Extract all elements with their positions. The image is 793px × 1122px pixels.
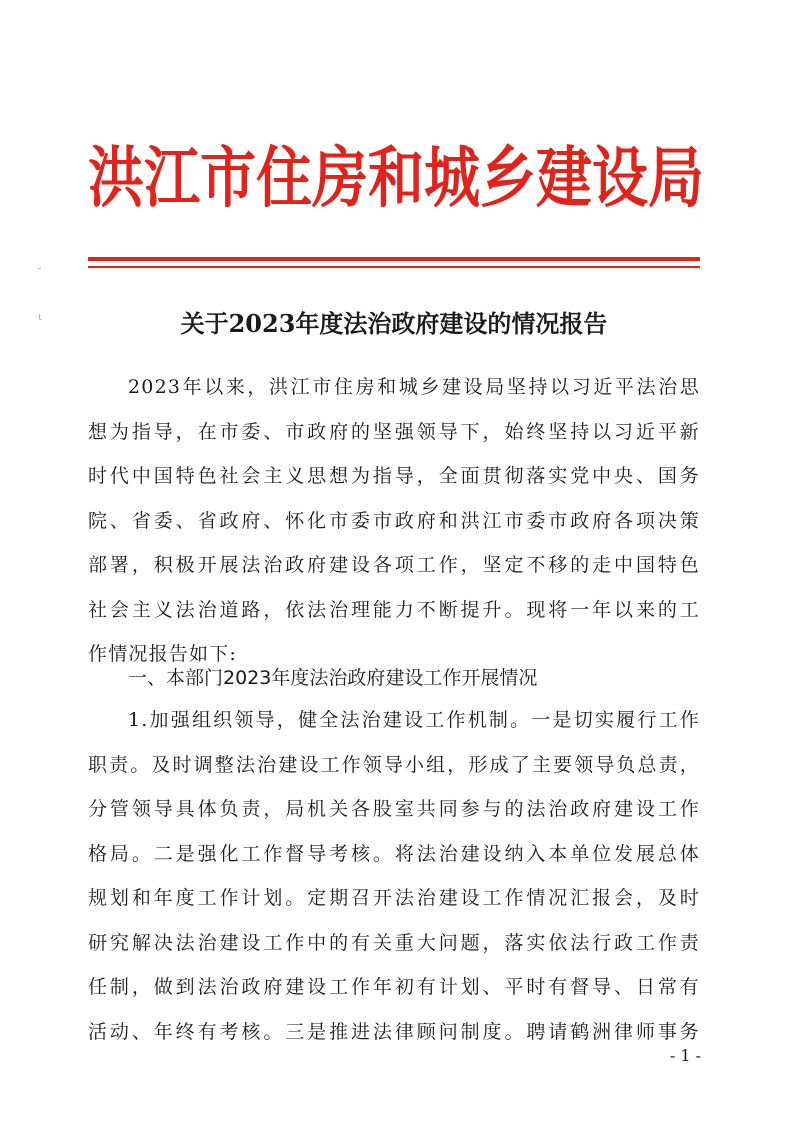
- document-title: 关于2023年度法治政府建设的情况报告: [180, 309, 608, 338]
- paragraph-line: 规划和年度工作计划。定期召开法治建设工作情况汇报会，及时: [88, 887, 700, 909]
- masthead-rule-thick: [88, 257, 700, 261]
- scan-mark: ι: [38, 312, 42, 323]
- page-number: - 1 -: [669, 1046, 701, 1065]
- paragraph-line: 时代中国特色社会主义思想为指导，全面贯彻落实党中央、国务: [88, 465, 700, 487]
- scan-mark: ˘: [37, 268, 42, 279]
- paragraph-line: 2023年以来，洪江市住房和城乡建设局坚持以习近平法治思: [128, 376, 700, 398]
- paragraph-line: 院、省委、省政府、怀化市委市政府和洪江市委市政府各项决策: [88, 509, 700, 532]
- paragraph-line: 研究解决法治建设工作中的有关重大问题，落实依法行政工作责: [88, 931, 700, 954]
- paragraph-line: 分管领导具体负责，局机关各股室共同参与的法治政府建设工作: [88, 798, 700, 820]
- paragraph-line: 格局。二是强化工作督导考核。将法治建设纳入本单位发展总体: [88, 842, 700, 865]
- paragraph-line: 职责。及时调整法治建设工作领导小组，形成了主要领导负总责，: [88, 753, 700, 776]
- paragraph-line: 任制，做到法治政府建设工作年初有计划、平时有督导、日常有: [88, 976, 700, 998]
- section-heading: 一、本部门2023年度法治政府建设工作开展情况: [128, 667, 538, 689]
- paragraph-line: 1.加强组织领导，健全法治建设工作机制。一是切实履行工作: [128, 709, 700, 731]
- paragraph-line: 活动、年终有考核。三是推进法律顾问制度。聘请鹤洲律师事务: [88, 1020, 700, 1043]
- agency-masthead: 洪江市住房和城乡建设局: [88, 139, 704, 217]
- masthead-rule-thin: [88, 266, 700, 268]
- body-paragraph: [88, 698, 700, 1054]
- paragraph-line: 部署，积极开展法治政府建设各项工作，坚定不移的走中国特色: [88, 554, 700, 576]
- intro-paragraph: [88, 365, 700, 677]
- paragraph-line: 作情况报告如下:: [88, 643, 238, 665]
- paragraph-line: 想为指导，在市委、市政府的坚强领导下，始终坚持以习近平新: [88, 420, 700, 443]
- paragraph-line: 社会主义法治道路，依法治理能力不断提升。现将一年以来的工: [88, 598, 700, 621]
